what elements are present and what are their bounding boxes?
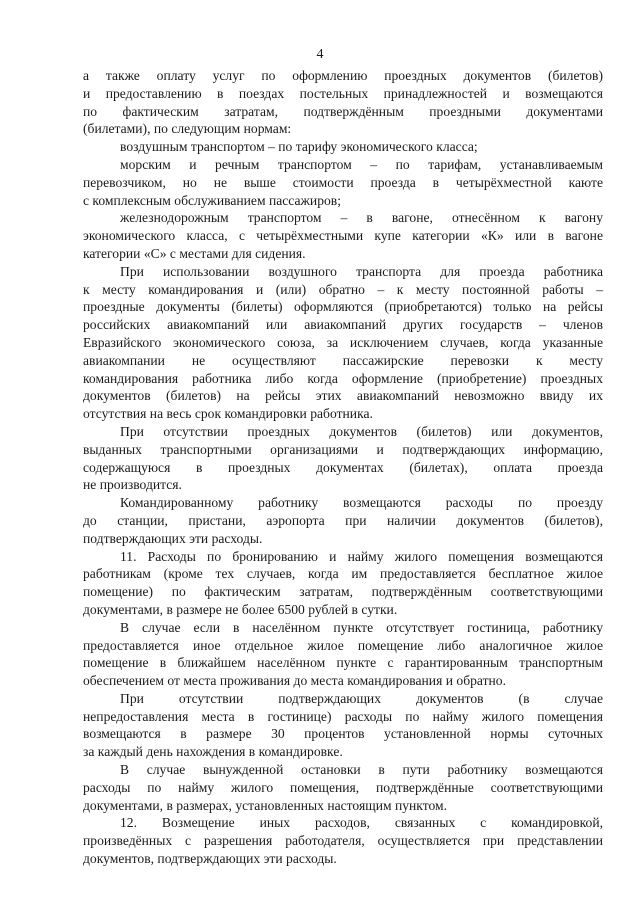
- text-line: железнодорожным транспортом – в вагоне, отнесённом к вагону: [120, 210, 603, 226]
- text-line: за каждый день нахождения в командировке.: [83, 744, 343, 760]
- text-line: до станции, пристани, аэропорта при наличии документов (билетов),: [83, 512, 603, 528]
- text-line: непредоставления места в гостинице) расходы по найму жилого помещения: [83, 708, 603, 724]
- text-line: возмещаются в размере 30 процентов установленной нормы суточных: [83, 726, 603, 742]
- page-number: 4: [316, 47, 324, 62]
- text-line: документов, подтверждающих эти расходы.: [83, 851, 337, 867]
- text-line: документами, в размере не более 6500 рублей в сутки.: [83, 601, 398, 617]
- text-line: обеспечением от места проживания до места командирования и обратно.: [83, 673, 506, 689]
- text-line: не производится.: [83, 477, 182, 493]
- text-line: помещение в ближайшем населённом пункте с гарантированным транспортным: [83, 655, 603, 671]
- text-line: с комплексным обслуживанием пассажиров;: [83, 192, 341, 208]
- text-line: Евразийского экономического союза, за исключением случаев, когда указанные: [83, 334, 603, 350]
- text-line: российских авиакомпаний или авиакомпаний других государств – членов: [83, 317, 603, 333]
- text-line: по фактическим затратам, подтверждённым проездными документами: [83, 103, 603, 119]
- text-line: отсутствия на весь срок командировки работника.: [83, 406, 373, 422]
- text-line: подтверждающих эти расходы.: [83, 530, 263, 546]
- text-line: документов (билетов) на рейсы этих авиакомпаний невозможно ввиду их: [83, 388, 603, 404]
- text-line: расходы по найму жилого помещения, подтверждённые соответствующими: [83, 779, 603, 795]
- text-line: Командированному работнику возмещаются расходы по проезду: [120, 495, 603, 511]
- text-line: 12. Возмещение иных расходов, связанных с командировкой,: [120, 815, 603, 831]
- document-body: [83, 67, 603, 868]
- text-line: и предоставлению в поездах постельных принадлежностей и возмещаются: [83, 85, 603, 101]
- text-line: (билетами), по следующим нормам:: [83, 121, 292, 137]
- text-line: 11. Расходы по бронированию и найму жилого помещения возмещаются: [120, 548, 603, 564]
- text-line: перевозчиком, но не выше стоимости проезда в четырёхместной каюте: [83, 174, 603, 190]
- text-line: При использовании воздушного транспорта для проезда работника: [120, 263, 603, 279]
- text-line: При отсутствии подтверждающих документов (в случае: [120, 690, 603, 706]
- text-line: В случае если в населённом пункте отсутствует гостиница, работнику: [120, 619, 603, 635]
- text-line: При отсутствии проездных документов (билетов) или документов,: [120, 423, 603, 439]
- text-line: содержащуюся в проездных документах (билетах), оплата проезда: [83, 459, 603, 475]
- text-line: экономического класса, с четырёхместными купе категории «К» или в вагоне: [83, 228, 603, 244]
- text-line: работникам (кроме тех случаев, когда им предоставляется бесплатное жилое: [83, 566, 603, 582]
- text-line: проездные документы (билеты) оформляются (приобретаются) только на рейсы: [83, 299, 603, 315]
- text-line: произведённых с разрешения работодателя, осуществляется при представлении: [83, 833, 603, 849]
- text-line: помещение) по фактическим затратам, подтверждённым соответствующими: [83, 584, 603, 600]
- text-line: к месту командирования и (или) обратно – к месту постоянной работы –: [83, 281, 603, 297]
- text-line: В случае вынужденной остановки в пути работнику возмещаются: [120, 762, 603, 778]
- text-line: предоставляется иное отдельное жилое помещение либо аналогичное жилое: [83, 637, 603, 653]
- text-line: а также оплату услуг по оформлению проездных документов (билетов): [83, 68, 603, 83]
- text-line: морским и речным транспортом – по тарифам, устанавливаемым: [120, 156, 603, 172]
- text-line: документами, в размерах, установленных настоящим пунктом.: [83, 797, 448, 813]
- text-line: категории «С» с местами для сидения.: [83, 245, 306, 261]
- text-line: авиакомпании не осуществляют пассажирские перевозки к месту: [83, 352, 603, 368]
- text-line: воздушным транспортом – по тарифу экономического класса;: [120, 139, 478, 155]
- text-line: выданных транспортными организациями и подтверждающих информацию,: [83, 441, 603, 457]
- text-line: командирования работника либо когда оформление (приобретение) проездных: [83, 370, 603, 386]
